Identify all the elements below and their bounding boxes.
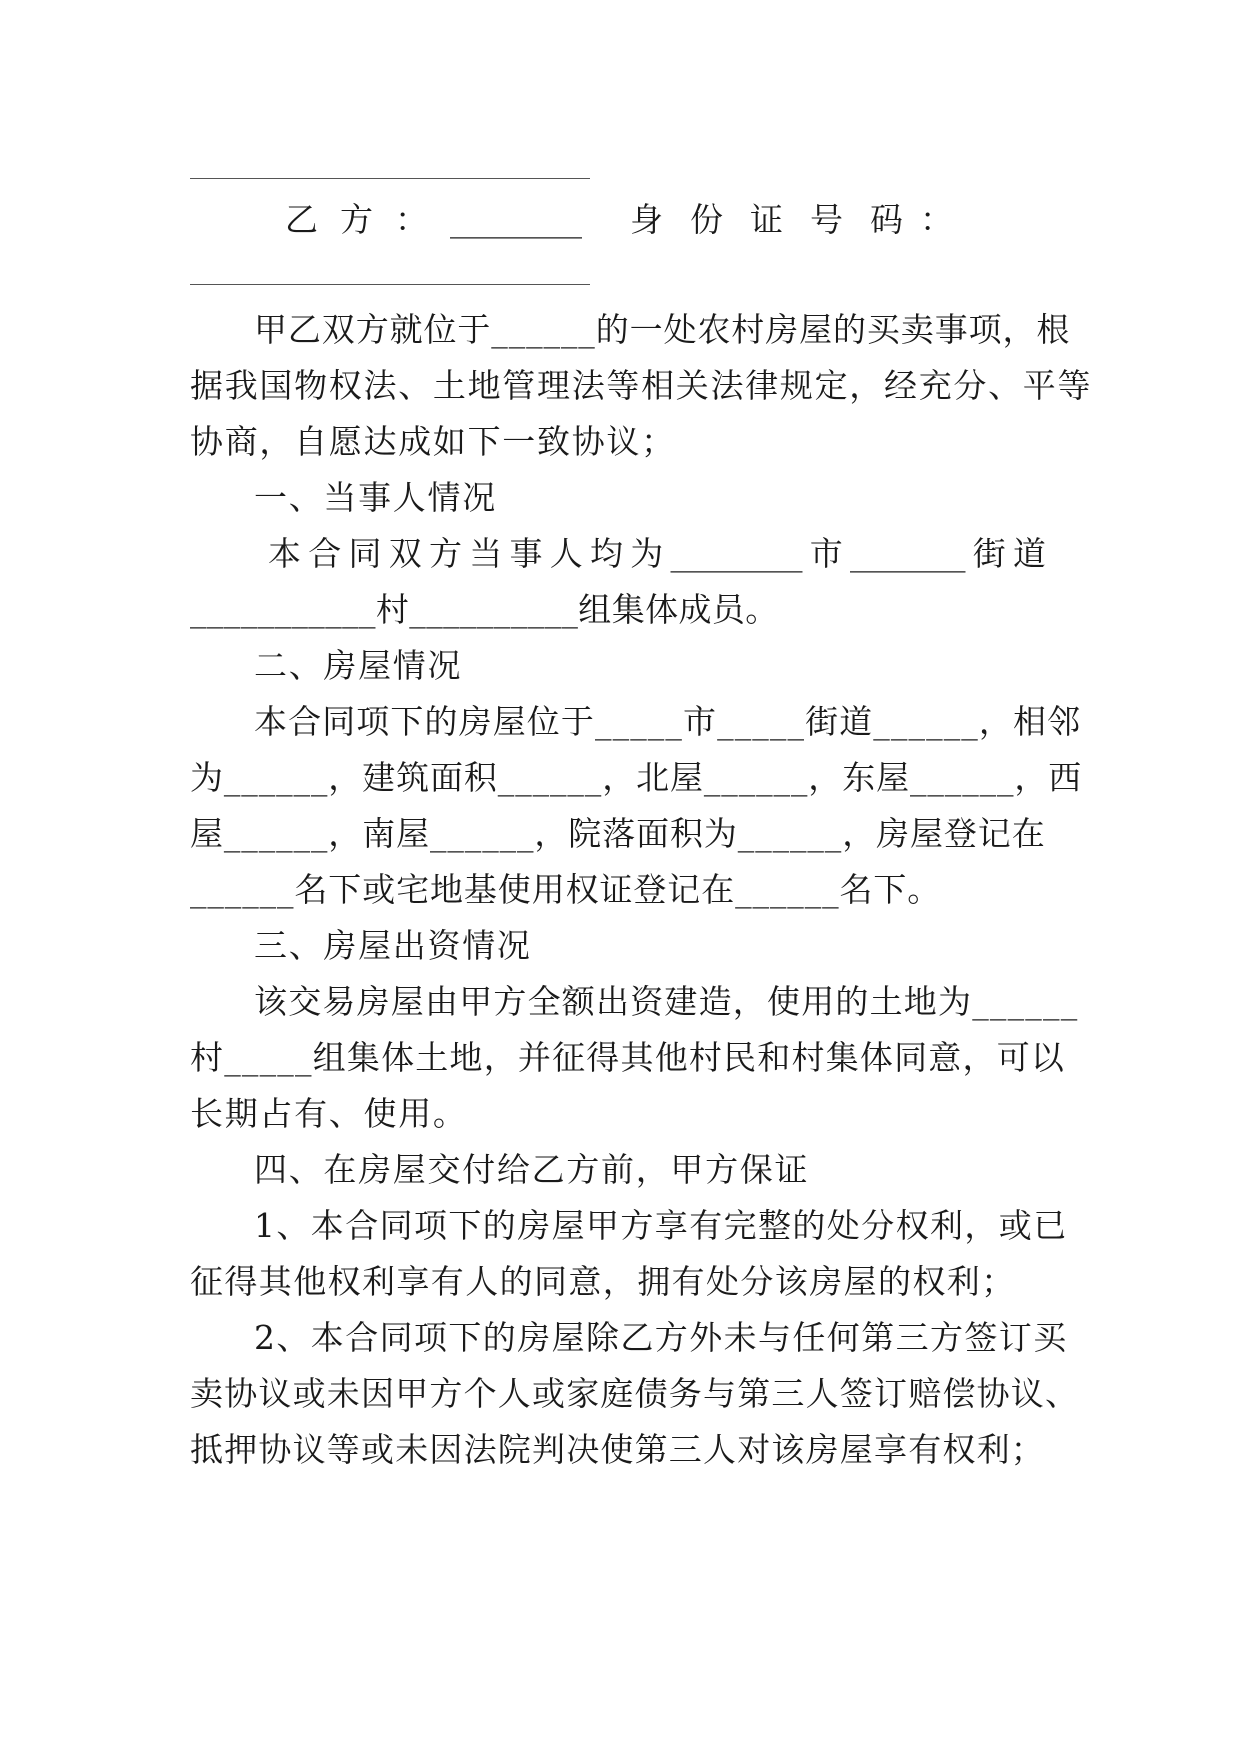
s1-blank-street: _______ — [850, 534, 966, 573]
section2-line3: 屋______，南屋______，院落面积为______，房屋登记在 — [190, 814, 1046, 853]
section2-line2: 为______，建筑面积______，北屋______，东屋______，西 — [190, 758, 1083, 797]
party-b-char-1: 乙 — [285, 200, 318, 239]
id-label-char-2: 份 — [690, 200, 723, 239]
section3-line1: 该交易房屋由甲方全额出资建造，使用的土地为______ — [254, 982, 1079, 1021]
section2-line1: 本合同项下的房屋位于_____市_____街道______，相邻 — [254, 702, 1082, 741]
s1-char: 方 — [429, 534, 462, 573]
section1-line1 — [268, 534, 1046, 574]
id-label-char-3: 证 — [750, 200, 783, 239]
section4-item2-line3: 抵押协议等或未因法院判决使第三人对该房屋享有权利； — [190, 1430, 1045, 1469]
party-b-blank: ________ — [450, 200, 582, 239]
s1-char: 当 — [469, 534, 503, 573]
section3-line2: 村_____组集体土地，并征得其他村民和村集体同意，可以 — [190, 1038, 1066, 1077]
section2-title: 二、房屋情况 — [254, 646, 463, 685]
para1-line1: 甲乙双方就位于______的一处农村房屋的买卖事项，根 — [254, 310, 1071, 349]
section3-line3: 长期占有、使用。 — [190, 1094, 468, 1133]
signature-rule-top — [190, 178, 590, 179]
section4-item2-line2: 卖协议或未因甲方个人或家庭债务与第三人签订赔偿协议、 — [190, 1374, 1080, 1413]
section4-item2-line1: 2、本合同项下的房屋除乙方外未与任何第三方签订买 — [254, 1318, 1068, 1357]
para1-line3: 协商，自愿达成如下一致协议； — [190, 422, 676, 461]
section3-title: 三、房屋出资情况 — [254, 926, 532, 965]
party-b-colon: ： — [395, 200, 428, 239]
signature-rule-bottom — [190, 284, 590, 285]
s1-char: 街 — [972, 534, 1006, 573]
s1-char: 双 — [388, 534, 422, 573]
s1-char: 合 — [308, 534, 342, 573]
section4-title: 四、在房屋交付给乙方前，甲方保证 — [254, 1150, 810, 1189]
s1-char: 本 — [268, 534, 301, 573]
section1-title: 一、当事人情况 — [254, 478, 497, 517]
s1-char: 为 — [630, 534, 664, 573]
id-label-colon: ： — [920, 200, 953, 239]
id-label-char-1: 身 — [630, 200, 663, 239]
s1-char: 人 — [549, 534, 583, 573]
section4-item1-line1: 1、本合同项下的房屋甲方享有完整的处分权利，或已 — [254, 1206, 1068, 1245]
para1-line2: 据我国物权法、土地管理法等相关法律规定，经充分、平等 — [190, 366, 1093, 405]
s1-char: 道 — [1013, 534, 1046, 573]
id-label-char-4: 号 — [810, 200, 843, 239]
s1-char: 同 — [348, 534, 382, 573]
s1-blank-city: ________ — [670, 534, 803, 573]
section1-line2: ___________村__________组集体成员。 — [190, 590, 779, 629]
party-b-char-2: 方 — [340, 200, 373, 239]
section2-line4: ______名下或宅地基使用权证登记在______名下。 — [190, 870, 942, 909]
id-label-char-5: 码 — [870, 200, 903, 239]
s1-char: 市 — [809, 534, 843, 573]
s1-char: 事 — [509, 534, 543, 573]
section4-item1-line2: 征得其他权利享有人的同意，拥有处分该房屋的权利； — [190, 1262, 1016, 1301]
s1-char: 均 — [590, 534, 623, 573]
